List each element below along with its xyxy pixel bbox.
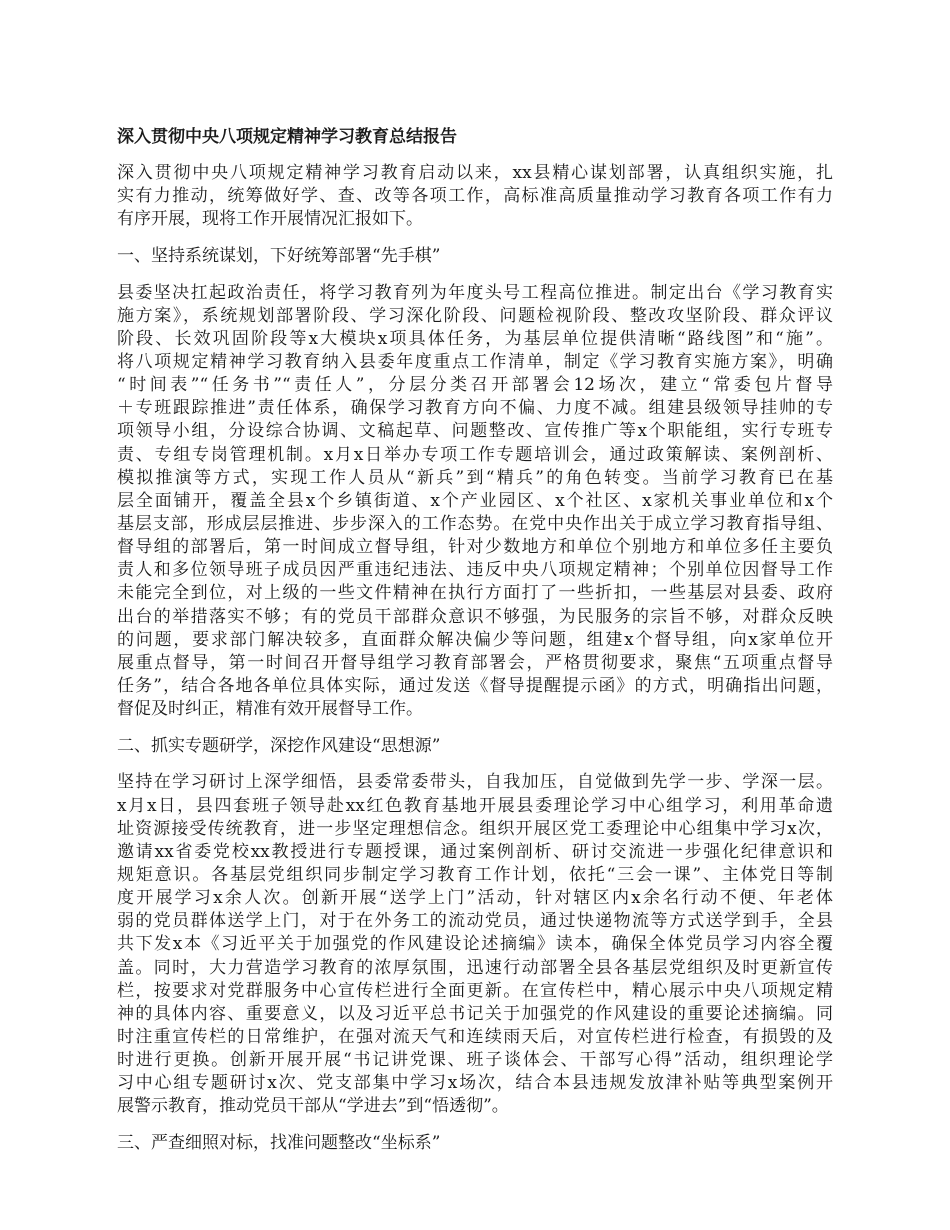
text-line: 址资源接受传统教育，进一步坚定理想信念。组织开展区党工委理论中心组集中学习x次， xyxy=(117,818,833,839)
text-line: 展警示教育，推动党员干部从“学进去”到“悟透彻”。 xyxy=(117,1096,509,1117)
text-line: 施方案》，系统规划部署阶段、学习深化阶段、问题检视阶段、整改攻坚阶段、群众评议 xyxy=(117,305,833,326)
text-line: 神的具体内容、重要意义，以及习近平总书记关于加强党的作风建设的重要论述摘编。同 xyxy=(117,1003,833,1024)
text-line: 习中心组专题研讨x次、党支部集中学习x场次，结合本县违规发放津补贴等典型案例开 xyxy=(117,1073,833,1094)
text-line: 共下发x本《习近平关于加强党的作风建设论述摘编》读本，确保全体党员学习内容全覆 xyxy=(117,934,833,955)
body-paragraph xyxy=(117,162,833,231)
text-line: 责人和多位领导班子成员因严重违纪违法、违反中央八项规定精神；个别单位因督导工作 xyxy=(117,560,833,581)
section-heading xyxy=(117,245,833,268)
text-line: 未能完全到位，对上级的一些文件精神在执行方面打了一些折扣，一些基层对县委、政府 xyxy=(117,583,833,604)
text-line: 展重点督导，第一时间召开督导组学习教育部署会，严格贯彻要求，聚焦“五项重点督导 xyxy=(117,652,833,673)
text-line: 盖。同时，大力营造学习教育的浓厚氛围，迅速行动部署全县各基层党组织及时更新宣传 xyxy=(117,957,833,978)
body-paragraph xyxy=(117,282,833,722)
text-line: 督导组的部署后，第一时间成立督导组，针对少数地方和单位个别地方和单位多任主要负 xyxy=(117,537,833,558)
text-line: 责、专组专岗管理机制。x月x日举办专项工作专题培训会，通过政策解读、案例剖析、 xyxy=(117,444,833,465)
text-line: 度开展学习x余人次。创新开展“送学上门”活动，针对辖区内x余名行动不便、年老体 xyxy=(117,888,833,909)
text-line: 坚持在学习研讨上深学细悟，县委常委带头，自我加压，自觉做到先学一步、学深一层。 xyxy=(117,772,833,793)
document-title: 深入贯彻中央八项规定精神学习教育总结报告 xyxy=(117,127,457,147)
text-line: “时间表”“任务书”“责任人”，分层分类召开部署会12场次，建立“常委包片督导 xyxy=(117,375,833,396)
text-line: 实有力推动，统筹做好学、查、改等各项工作，高标准高质量推动学习教育各项工作有力 xyxy=(117,186,833,207)
text-line: 有序开展，现将工作开展情况汇报如下。 xyxy=(117,209,423,230)
text-line: 层全面铺开，覆盖全县x个乡镇街道、x个产业园区、x个社区、x家机关事业单位和x个 xyxy=(117,490,833,511)
text-line: 二、抓实专题研学，深挖作风建设“思想源” xyxy=(117,735,441,756)
text-line: 的问题，要求部门解决较多，直面群众解决偏少等问题，组建x个督导组，向x家单位开 xyxy=(117,629,833,650)
text-line: 项领导小组，分设综合协调、文稿起草、问题整改、宣传推广等x个职能组，实行专班专 xyxy=(117,421,833,442)
text-line: 时注重宣传栏的日常维护，在强对流天气和连续雨天后，对宣传栏进行检查，有损毁的及 xyxy=(117,1026,833,1047)
text-line: 将八项规定精神学习教育纳入县委年度重点工作清单，制定《学习教育实施方案》，明确 xyxy=(117,351,833,372)
text-line: 阶段、长效巩固阶段等x大模块x项具体任务，为基层单位提供清晰“路线图”和“施”。 xyxy=(117,328,833,349)
text-line: 弱的党员群体送学上门，对于在外务工的流动党员，通过快递物流等方式送学到手，全县 xyxy=(117,911,833,932)
document-body xyxy=(117,162,833,1155)
text-line: 邀请xx省委党校xx教授进行专题授课，通过案例剖析、研讨交流进一步强化纪律意识和 xyxy=(117,841,833,862)
text-line: 规矩意识。各基层党组织同步制定学习教育工作计划，依托“三会一课”、主体党日等制 xyxy=(117,864,833,885)
text-line: 深入贯彻中央八项规定精神学习教育启动以来，xx县精心谋划部署，认真组织实施，扎 xyxy=(117,163,833,183)
text-line: 三、严查细照对标，找准问题整改“坐标系” xyxy=(117,1132,441,1153)
section-heading xyxy=(117,735,833,758)
text-line: 基层支部，形成层层推进、步步深入的工作态势。在党中央作出关于成立学习教育指导组、 xyxy=(117,513,833,534)
text-line: 栏，按要求对党群服务中心宣传栏进行全面更新。在宣传栏中，精心展示中央八项规定精 xyxy=(117,980,833,1001)
text-line: x月x日，县四套班子领导赴xx红色教育基地开展县委理论学习中心组学习，利用革命遗 xyxy=(117,795,833,816)
text-line: 督促及时纠正，精准有效开展督导工作。 xyxy=(117,699,423,720)
section-heading xyxy=(117,1132,833,1155)
text-line: 任务”，结合各地各单位具体实际，通过发送《督导提醒提示函》的方式，明确指出问题， xyxy=(117,675,833,696)
text-line: 模拟推演等方式，实现工作人员从“新兵”到“精兵”的角色转变。当前学习教育已在基 xyxy=(117,467,833,488)
text-line: ＋专班跟踪推进”责任体系，确保学习教育方向不偏、力度不减。组建县级领导挂帅的专 xyxy=(117,398,833,419)
text-line: 一、坚持系统谋划，下好统筹部署“先手棋” xyxy=(117,245,441,266)
text-line: 出台的举措落实不够；有的党员干部群众意识不够强，为民服务的宗旨不够，对群众反映 xyxy=(117,606,833,627)
document-page xyxy=(117,125,833,1169)
text-line: 时进行更换。创新开展开展“书记讲党课、班子谈体会、干部写心得”活动，组织理论学 xyxy=(117,1050,833,1071)
body-paragraph xyxy=(117,771,833,1118)
text-line: 县委坚决扛起政治责任，将学习教育列为年度头号工程高位推进。制定出台《学习教育实 xyxy=(117,282,833,303)
